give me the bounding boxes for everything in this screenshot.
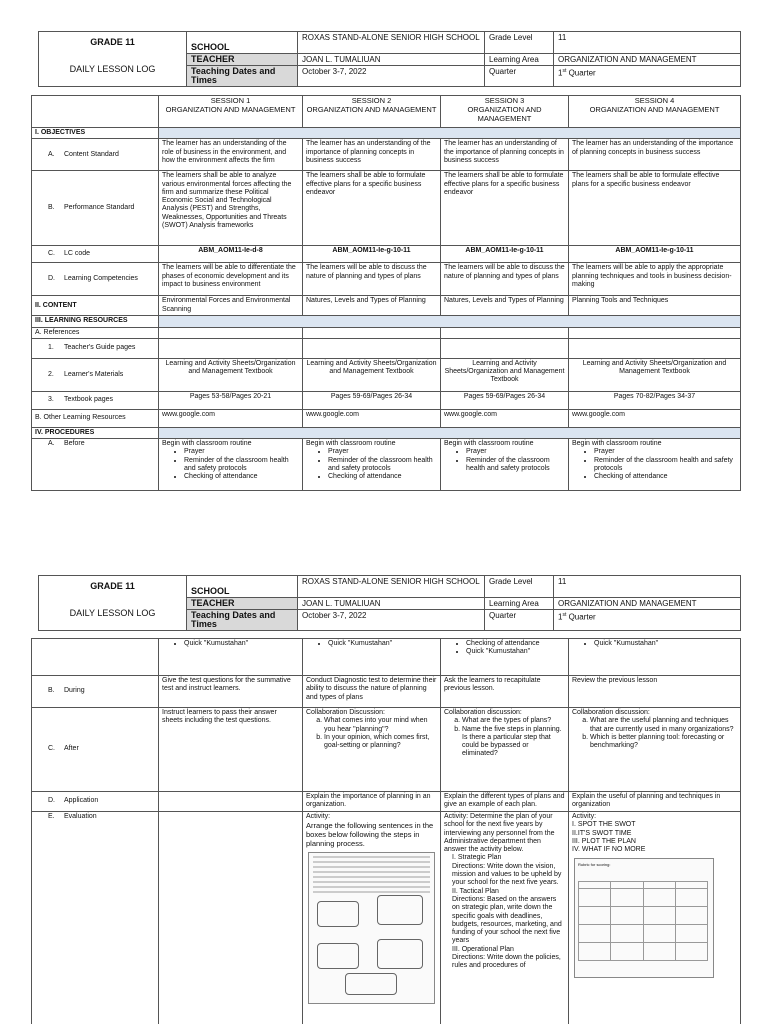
content-section: II. CONTENT [32, 296, 159, 316]
performance-standard-s1: The learners shall be able to analyze various environmental forces affecting the firm and summarize these Political Economic Social and Technological Analysis (PEST) and Strengths, Weaknesses, Opportunities and Threats (SWOT) Analysis frameworks [159, 171, 303, 246]
quarter-value: 1st Quarter [554, 66, 741, 87]
content-standard-s2: The learner has an understanding of the importance of planning concepts in business success [303, 139, 441, 171]
school-value: ROXAS STAND-ALONE SENIOR HIGH SCHOOL [298, 32, 485, 54]
application-s3: Explain the different types of plans and give an example of each plan. [441, 792, 569, 812]
school-label: SCHOOL [187, 32, 298, 54]
before-label: A. Before [32, 439, 159, 491]
application-s1 [159, 792, 303, 812]
content-standard-s1: The learner has an understanding of the role of business in the environment, and how the environment affects the firm [159, 139, 303, 171]
learning-area-label-2: Learning Area [485, 598, 554, 610]
competencies-s4: The learners will be able to apply the appropriate planning techniques and tools in business decision-making [569, 263, 741, 296]
lc-code-label: C. LC code [32, 246, 159, 263]
grade-level-label-2: Grade Level [485, 576, 554, 598]
before-s3: Begin with classroom routine • Prayer • Reminder of the classroom health and safety protocols [441, 439, 569, 491]
competencies-label: D. Learning Competencies [32, 263, 159, 296]
learners-materials-s4: Learning and Activity Sheets/Organization and Management Textbook [569, 358, 741, 391]
other-resources-s2: www.google.com [303, 409, 441, 427]
session-4-header: SESSION 4 ORGANIZATION AND MANAGEMENT [569, 96, 741, 128]
grade-level-value: 11 [554, 32, 741, 54]
content-s1: Environmental Forces and Environmental Scanning [159, 296, 303, 316]
teacher-label-2: TEACHER [187, 598, 298, 610]
performance-standard-s3: The learners shall be able to formulate effective plans for a specific business endeavor [441, 171, 569, 246]
quarter-label: Quarter [485, 66, 554, 87]
lc-code-s3: ABM_AOM11-Ie-g-10-11 [441, 246, 569, 263]
learning-area-value-2: ORGANIZATION AND MANAGEMENT [554, 598, 741, 610]
after-s4: Collaboration discussion: a. What are the useful planning and techniques that are currently used in many organizations? b. Which is better planning tool: forecasting or benchmarking? [569, 708, 741, 792]
textbook-pages-label: 3. Textbook pages [32, 391, 159, 409]
after-label: C. After [32, 708, 159, 792]
grade-label-2: GRADE 11 [39, 576, 187, 598]
planning-steps-worksheet-image [308, 852, 435, 1004]
other-resources-s3: www.google.com [441, 409, 569, 427]
resources-section: III. LEARNING RESOURCES [32, 316, 159, 327]
page-gap [0, 520, 768, 560]
evaluation-label: E. Evaluation [32, 812, 159, 1024]
continued-s1: • Quick "Kumustahan" [159, 639, 303, 676]
learners-materials-label: 2. Learner's Materials [32, 358, 159, 391]
continued-s3: • Checking of attendance • Quick "Kumustahan" [441, 639, 569, 676]
lc-code-s4: ABM_AOM11-Ie-g-10-11 [569, 246, 741, 263]
teachers-guide-label: 1. Teacher's Guide pages [32, 338, 159, 358]
evaluation-s4: Activity: I. SPOT THE SWOT II.IT'S SWOT TIME III. PLOT THE PLAN IV. WHAT IF NO MORE Rubric for scoring: [569, 812, 741, 1024]
procedures-section: IV. PROCEDURES [32, 427, 159, 438]
lc-code-s1: ABM_AOM11-Ie-d-8 [159, 246, 303, 263]
dates-value-2: October 3-7, 2022 [298, 610, 485, 631]
learning-area-value: ORGANIZATION AND MANAGEMENT [554, 54, 741, 66]
lesson-table-2 [31, 638, 741, 1024]
content-s3: Natures, Levels and Types of Planning [441, 296, 569, 316]
lesson-table [31, 95, 741, 491]
other-resources-s4: www.google.com [569, 409, 741, 427]
content-s2: Natures, Levels and Types of Planning [303, 296, 441, 316]
lesson-log-page-2 [0, 560, 768, 1024]
application-s4: Explain the useful of planning and techniques in organization [569, 792, 741, 812]
header-table-2 [38, 575, 741, 631]
during-s4: Review the previous lesson [569, 676, 741, 708]
during-label: B. During [32, 676, 159, 708]
school-label-2: SCHOOL [187, 576, 298, 598]
content-standard-s4: The learner has an understanding of the importance of planning concepts in business success [569, 139, 741, 171]
teacher-label: TEACHER [187, 54, 298, 66]
header-table [38, 31, 741, 87]
dates-label: Teaching Dates and Times [187, 66, 298, 87]
during-s2: Conduct Diagnostic test to determine their ability to discuss the nature of planning and types of plans [303, 676, 441, 708]
evaluation-s2: Activity: Arrange the following sentences in the boxes below following the steps in planning process. [303, 812, 441, 1024]
textbook-pages-s2: Pages 59-69/Pages 26-34 [303, 391, 441, 409]
textbook-pages-s4: Pages 70-82/Pages 34-37 [569, 391, 741, 409]
dates-value: October 3-7, 2022 [298, 66, 485, 87]
learners-materials-s2: Learning and Activity Sheets/Organization and Management Textbook [303, 358, 441, 391]
objectives-section: I. OBJECTIVES [32, 128, 159, 139]
quarter-value-2: 1st Quarter [554, 610, 741, 631]
performance-standard-s4: The learners shall be able to formulate effective plans for a specific business endeavor [569, 171, 741, 246]
evaluation-s1 [159, 812, 303, 1024]
dates-label-2: Teaching Dates and Times [187, 610, 298, 631]
quarter-label-2: Quarter [485, 610, 554, 631]
during-s3: Ask the learners to recapitulate previous lesson. [441, 676, 569, 708]
before-s2: Begin with classroom routine • Prayer • Reminder of the classroom health and safety protocols • Checking of attendance [303, 439, 441, 491]
learning-area-label: Learning Area [485, 54, 554, 66]
textbook-pages-s1: Pages 53-58/Pages 20-21 [159, 391, 303, 409]
session-1-header: SESSION 1 ORGANIZATION AND MANAGEMENT [159, 96, 303, 128]
content-standard-s3: The learner has an understanding of the importance of planning concepts in business success [441, 139, 569, 171]
performance-standard-s2: The learners shall be able to formulate effective plans for a specific business endeavor [303, 171, 441, 246]
other-resources-label: B. Other Learning Resources [32, 409, 159, 427]
before-s1: Begin with classroom routine • Prayer • Reminder of the classroom health and safety protocols • Checking of attendance [159, 439, 303, 491]
rubric-image: Rubric for scoring: [574, 858, 714, 978]
content-s4: Planning Tools and Techniques [569, 296, 741, 316]
session-2-header: SESSION 2 ORGANIZATION AND MANAGEMENT [303, 96, 441, 128]
competencies-s1: The learners will be able to differentiate the phases of economic development and its impact to business environment [159, 263, 303, 296]
references-label: A. References [32, 327, 159, 338]
grade-level-label: Grade Level [485, 32, 554, 54]
application-s2: Explain the importance of planning in an organization. [303, 792, 441, 812]
log-title: DAILY LESSON LOG [39, 54, 187, 87]
before-s4: Begin with classroom routine • Prayer • Reminder of the classroom health and safety protocols • Checking of attendance [569, 439, 741, 491]
during-s1: Give the test questions for the summative test and instruct learners. [159, 676, 303, 708]
after-s3: Collaboration discussion: a. What are the types of plans? b. Name the five steps in planning. Is there a particular step that could be bypassed or eliminated? [441, 708, 569, 792]
learners-materials-s1: Learning and Activity Sheets/Organization and Management Textbook [159, 358, 303, 391]
continued-s4: • Quick "Kumustahan" [569, 639, 741, 676]
lc-code-s2: ABM_AOM11-Ie-g-10-11 [303, 246, 441, 263]
performance-standard-label: B. Performance Standard [32, 171, 159, 246]
continued-s2: • Quick "Kumustahan" [303, 639, 441, 676]
learners-materials-s3: Learning and Activity Sheets/Organization and Management Textbook [441, 358, 569, 391]
application-label: D. Application [32, 792, 159, 812]
competencies-s2: The learners will be able to discuss the nature of planning and types of plans [303, 263, 441, 296]
grade-level-value-2: 11 [554, 576, 741, 598]
after-s1: Instruct learners to pass their answer sheets including the test questions. [159, 708, 303, 792]
school-value-2: ROXAS STAND-ALONE SENIOR HIGH SCHOOL [298, 576, 485, 598]
content-standard-label: A. Content Standard [32, 139, 159, 171]
grade-label: GRADE 11 [39, 32, 187, 54]
log-title-2: DAILY LESSON LOG [39, 598, 187, 631]
session-3-header: SESSION 3 ORGANIZATION AND MANAGEMENT [441, 96, 569, 128]
teacher-value-2: JOAN L. TUMALIUAN [298, 598, 485, 610]
teacher-value: JOAN L. TUMALIUAN [298, 54, 485, 66]
other-resources-s1: www.google.com [159, 409, 303, 427]
evaluation-s3: Activity: Determine the plan of your school for the next five years by interviewing any personnel from the Administrative department then answer the activity below. I. Strategic Plan Directions: Write down the vision, mission and values to be upheld by your school for the next five years. II. Tactical Plan Directions: Based on the answers on strategic plan, write down the specific goals with deadlines, budgets, resources, marketing, and funding of your school the next five years III. Operational Plan Directions: Write down the policies, rules and procedures of [441, 812, 569, 1024]
after-s2: Collaboration Discussion: a. What comes into your mind when you hear "planning"? b. In your opinion, which comes first, goal-setting or planning? [303, 708, 441, 792]
competencies-s3: The learners will be able to discuss the nature of planning and types of plans [441, 263, 569, 296]
textbook-pages-s3: Pages 59-69/Pages 26-34 [441, 391, 569, 409]
